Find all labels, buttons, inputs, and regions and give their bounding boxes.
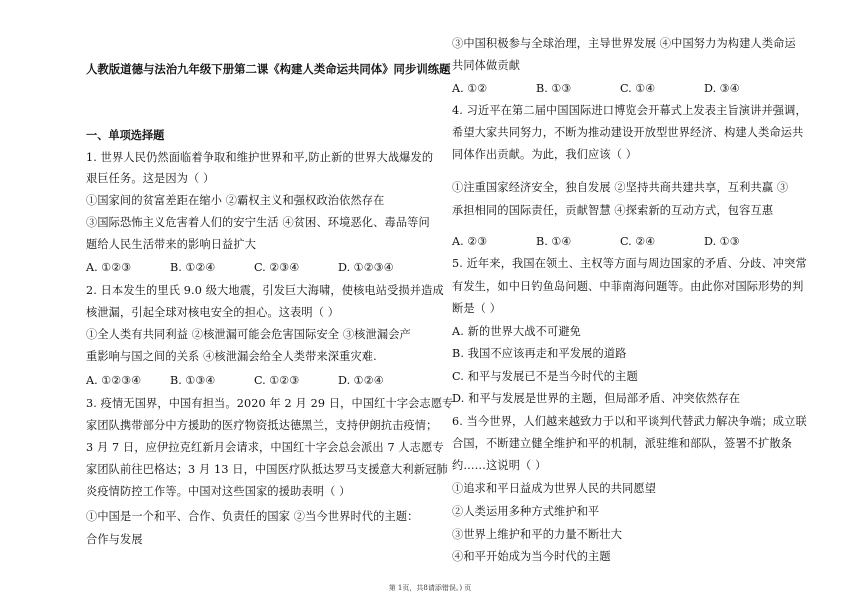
q3-stem-line: 3 月 7 日，应伊拉克红新月会请求，中国红十字会总会派出 7 人志愿专 bbox=[86, 441, 444, 454]
q6-stem-line: 约……这说明（ ） bbox=[452, 459, 547, 472]
q5-choice-a[interactable]: A. 新的世界大战不可避免 bbox=[452, 325, 582, 338]
q5-stem-line: 有发生，如中日钓鱼岛问题、中菲南海问题等。由此你对国际形势的判 bbox=[452, 280, 804, 293]
q4-option-c[interactable]: C. ②④ bbox=[620, 235, 656, 248]
page-footer: 第 1页，共8请添错误。) 页 bbox=[388, 584, 472, 592]
q3-statement: 合作与发展 bbox=[86, 533, 143, 546]
q5-stem-line: 断是（ ） bbox=[452, 302, 502, 315]
q5-choice-c[interactable]: C. 和平与发展已不是当今时代的主题 bbox=[452, 370, 638, 383]
q6-statement: ④和平开始成为当今时代的主题 bbox=[452, 550, 611, 563]
q3-stem-line: 家团队前往巴格达；3 月 13 日，中国医疗队抵达罗马支援意大利新冠肺 bbox=[86, 463, 448, 476]
q3-stem-line: 家团队携带部分中方援助的医疗物资抵达德黑兰，支持伊朗抗击疫情； bbox=[86, 419, 438, 432]
q3-stem-line: 3. 疫情无国界，中国有担当。2020 年 2 月 29 日，中国红十字会志愿专 bbox=[86, 397, 454, 410]
q1-stem-line: 1. 世界人民仍然面临着争取和维护世界和平,防止新的世界大战爆发的 bbox=[86, 151, 434, 164]
q1-statement: 题给人民生活带来的影响日益扩大 bbox=[86, 238, 257, 251]
q6-stem-line: 6. 当今世界，人们越来越致力于以和平谈判代替武力解决争端；成立联 bbox=[452, 415, 807, 428]
document-title: 人教版道德与法治九年级下册第二课《构建人类命运共同体》同步训练题 bbox=[86, 62, 451, 76]
q4-statement: 承担相同的国际责任，贡献智慧 ④探索新的互动方式，包容互惠 bbox=[452, 204, 774, 217]
q1-option-d[interactable]: D. ①②③④ bbox=[338, 261, 394, 274]
q6-statement: ②人类运用多种方式维护和平 bbox=[452, 505, 600, 518]
q2-option-d[interactable]: D. ①②④ bbox=[338, 374, 384, 387]
q4-stem-line: 4. 习近平在第二届中国国际进口博览会开幕式上发表主旨演讲并强调， bbox=[452, 104, 807, 117]
q1-option-a[interactable]: A. ①②③ bbox=[86, 261, 132, 274]
q3-option-b[interactable]: B. ①③ bbox=[536, 82, 572, 95]
q4-option-a[interactable]: A. ②③ bbox=[452, 235, 488, 248]
q3-stem-line: 炎疫情防控工作等。中国对这些国家的援助表明（ ） bbox=[86, 485, 351, 498]
q1-option-c[interactable]: C. ②③④ bbox=[254, 261, 300, 274]
q5-stem-line: 5. 近年来，我国在领土、主权等方面与周边国家的矛盾、分歧、冲突常 bbox=[452, 257, 807, 270]
q3-statement: ①中国是一个和平、合作、负责任的国家 ②当今世界时代的主题： bbox=[86, 510, 419, 523]
q3-option-d[interactable]: D. ③④ bbox=[704, 82, 740, 95]
q1-option-b[interactable]: B. ①②④ bbox=[170, 261, 216, 274]
q6-statement: ①追求和平日益成为世界人民的共同愿望 bbox=[452, 482, 657, 495]
q1-statement: ③国际恐怖主义危害着人们的安宁生活 ④贫困、环境恶化、毒品等问 bbox=[86, 216, 430, 229]
q4-option-b[interactable]: B. ①④ bbox=[536, 235, 572, 248]
q2-statement: 重影响与国之间的关系 ④核泄漏会给全人类带来深重灾难. bbox=[86, 350, 377, 363]
q6-statement: ③世界上维护和平的力量不断壮大 bbox=[452, 528, 623, 541]
q1-stem-line: 艰巨任务。这是因为（ ） bbox=[86, 172, 215, 185]
section-heading: 一、单项选择题 bbox=[86, 129, 165, 142]
q2-option-c[interactable]: C. ①②③ bbox=[254, 374, 300, 387]
q2-option-b[interactable]: B. ①③④ bbox=[170, 374, 216, 387]
q4-option-d[interactable]: D. ①③ bbox=[704, 235, 740, 248]
q4-statement: ①注重国家经济安全，独自发展 ②坚持共商共建共享，互利共赢 ③ bbox=[452, 181, 789, 194]
q4-stem-line: 希望大家共同努力，不断为推动建设开放型世界经济、构建人类命运共 bbox=[452, 126, 804, 139]
q5-choice-d[interactable]: D. 和平与发展是世界的主题，但局部矛盾、冲突依然存在 bbox=[452, 392, 741, 405]
q6-stem-line: 合国，不断建立健全维护和平的机制，派驻维和部队，签署不扩散条 bbox=[452, 437, 793, 450]
q2-stem-line: 核泄漏，引起全球对核电安全的担心。这表明（ ） bbox=[86, 306, 340, 319]
q5-choice-b[interactable]: B. 我国不应该再走和平发展的道路 bbox=[452, 347, 627, 360]
q2-statement: ①全人类有共同利益 ②核泄漏可能会危害国际安全 ③核泄漏会产 bbox=[86, 328, 411, 341]
q4-stem-line: 同体作出贡献。为此，我们应该（ ） bbox=[452, 148, 638, 161]
q3-option-a[interactable]: A. ①② bbox=[452, 82, 488, 95]
q2-stem-line: 2. 日本发生的里氏 9.0 级大地震，引发巨大海啸，使核电站受损并造成 bbox=[86, 284, 444, 297]
q3-statement: 共同体做贡献 bbox=[452, 59, 521, 72]
q2-option-a[interactable]: A. ①②③④ bbox=[86, 374, 142, 387]
q3-statement: ③中国积极参与全球治理，主导世界发展 ④中国努力为构建人类命运 bbox=[452, 37, 796, 50]
q1-statement: ①国家间的贫富差距在缩小 ②霸权主义和强权政治依然存在 bbox=[86, 194, 385, 207]
q3-option-c[interactable]: C. ①④ bbox=[620, 82, 656, 95]
